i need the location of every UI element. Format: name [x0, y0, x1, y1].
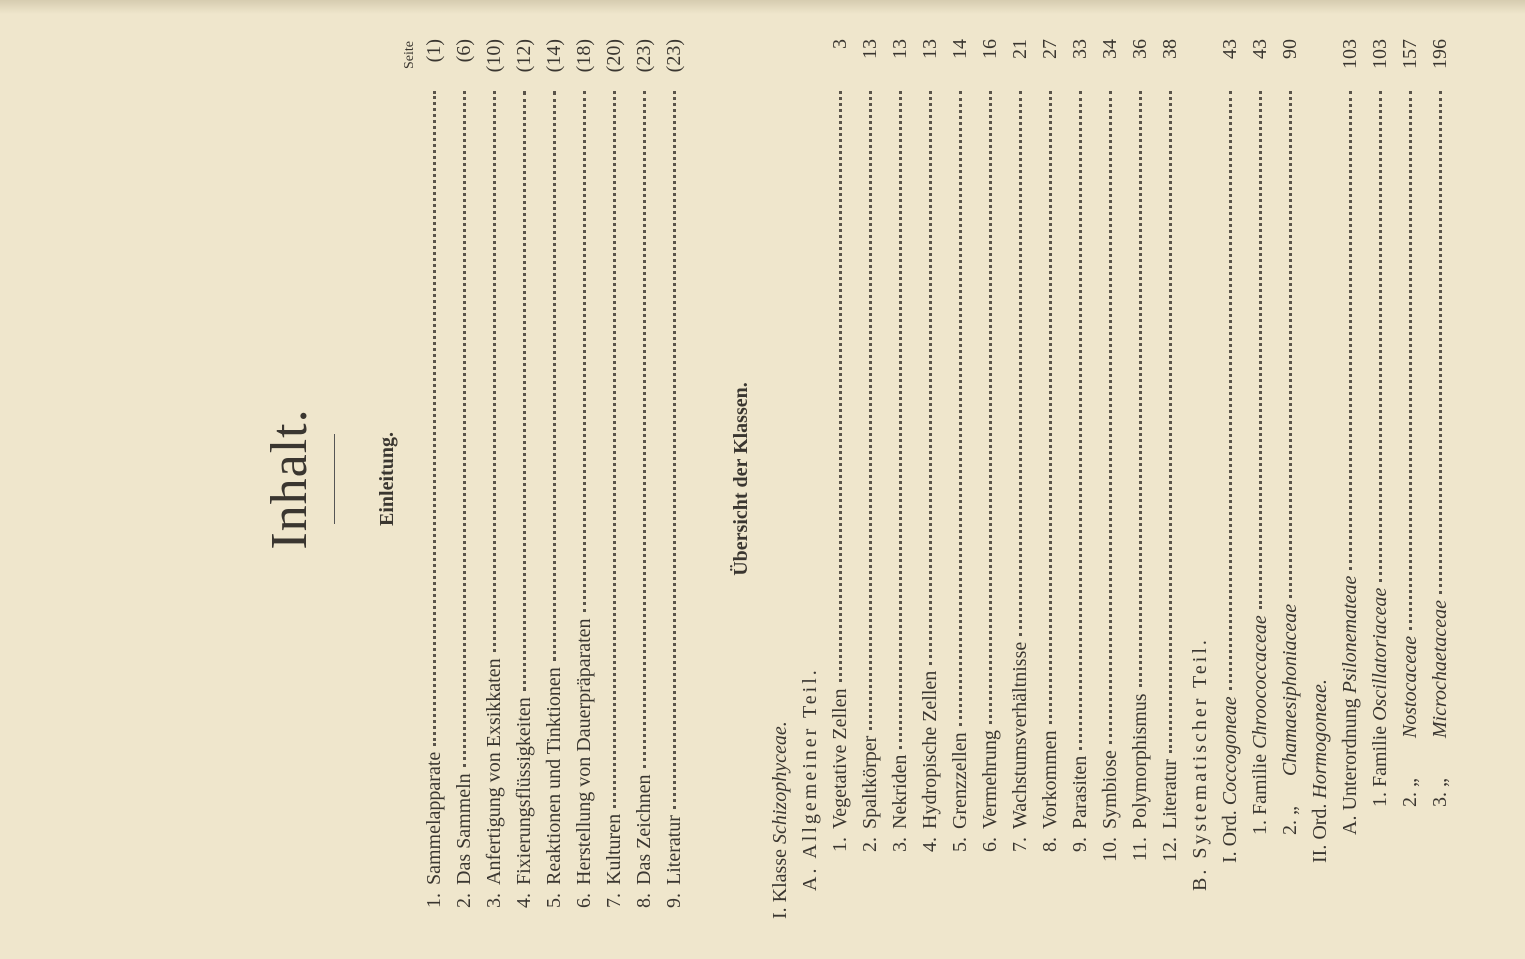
- entry-page: (1): [423, 39, 445, 63]
- leader-dots: [1395, 91, 1412, 630]
- leader-dots: [1245, 91, 1262, 609]
- leader-dots: [1065, 91, 1082, 750]
- entry-number: 3.: [889, 837, 911, 852]
- entry-prefix: II. Ord.: [1309, 803, 1331, 863]
- toc-entry: [1065, 39, 1095, 919]
- entry-number: 4.: [513, 893, 535, 908]
- entry-page: 3: [829, 39, 851, 49]
- entry-label: Symbiose: [1099, 750, 1121, 829]
- entry-page: 14: [949, 39, 971, 59]
- leader-dots: [825, 91, 842, 683]
- entry-label: [1395, 636, 1425, 807]
- entry-label: Grenzzellen: [949, 732, 971, 829]
- entry-page: 27: [1039, 39, 1061, 59]
- entry-page: (14): [543, 39, 565, 73]
- entry-prefix: I. Ord.: [1219, 810, 1241, 863]
- toc-entry: [449, 39, 479, 919]
- toc-content: [260, 39, 1455, 919]
- entry-prefix: 2. „: [1399, 778, 1421, 807]
- leader-dots: [509, 91, 526, 691]
- entry-label: Parasiten: [1069, 755, 1091, 829]
- leader-dots: [419, 91, 436, 746]
- entry-page: (23): [663, 39, 685, 73]
- leader-dots: [1215, 91, 1232, 690]
- toc-entry-ordnung: [1305, 39, 1335, 919]
- entry-number: 2.: [859, 837, 881, 852]
- entry-label: Vorkommen: [1039, 730, 1061, 829]
- toc-entry-familie: [1275, 39, 1305, 919]
- entry-label: Anfertigung von Exsikkaten: [483, 658, 505, 885]
- toc-entry: [659, 39, 689, 919]
- entry-number: 5.: [949, 837, 971, 852]
- entry-label: [1275, 604, 1305, 835]
- page-title: Inhalt.: [261, 408, 318, 550]
- entry-number: 8.: [633, 893, 655, 908]
- seite-label: Seite: [402, 41, 417, 69]
- toc-entry-familie: [1365, 39, 1395, 919]
- toc-entry: [1005, 39, 1035, 919]
- entry-number: 8.: [1039, 837, 1061, 852]
- toc-entry: [855, 39, 885, 919]
- entry-label: Vegetative Zellen: [829, 688, 851, 829]
- uebersicht-heading: Übersicht der Klassen.: [730, 382, 752, 576]
- entry-taxon: Chroococcaceae: [1249, 615, 1271, 749]
- entry-number: 12.: [1159, 837, 1181, 862]
- entry-page: 13: [889, 39, 911, 59]
- entry-page: 90: [1279, 39, 1301, 59]
- section-gap: [689, 39, 727, 919]
- leader-dots: [1275, 91, 1292, 598]
- title-rule: [334, 434, 335, 524]
- toc-entry: [1125, 39, 1155, 919]
- entry-page: (20): [603, 39, 625, 73]
- entry-page: 21: [1009, 39, 1031, 59]
- leader-dots: [1365, 91, 1382, 582]
- leader-dots: [569, 91, 586, 612]
- toc-entry: [599, 39, 629, 919]
- entry-page: 13: [859, 39, 881, 59]
- systematisch-heading: [1185, 39, 1215, 919]
- entry-number: 6.: [979, 837, 1001, 852]
- entry-page: (18): [573, 39, 595, 73]
- leader-dots: [1095, 91, 1112, 744]
- entry-taxon: Hormogoneae.: [1309, 679, 1331, 799]
- entry-page: 157: [1399, 39, 1421, 69]
- entry-taxon: Microchaetaceae: [1429, 600, 1451, 739]
- toc-entry: [1095, 39, 1125, 919]
- entry-taxon: Nostocaceae: [1399, 635, 1421, 739]
- entry-label: Wachstumsverhältnisse: [1009, 641, 1031, 829]
- toc-entry-ordnung: [1215, 39, 1245, 919]
- leader-dots: [915, 91, 932, 665]
- toc-entry-familie: [1425, 39, 1455, 919]
- entry-label: Herstellung von Dauerpräparaten: [573, 618, 595, 885]
- entry-number: 9.: [1069, 837, 1091, 852]
- entry-label: [1215, 696, 1245, 863]
- leader-dots: [539, 91, 556, 661]
- entry-page: 43: [1249, 39, 1271, 59]
- entry-page: (12): [513, 39, 535, 73]
- entry-label: Das Zeichnen: [633, 774, 655, 885]
- entry-number: 10.: [1099, 837, 1121, 862]
- toc-entry: [945, 39, 975, 919]
- toc-entry: [629, 39, 659, 919]
- toc-entry: [539, 39, 569, 919]
- toc-entry: [419, 39, 449, 919]
- leader-dots: [1335, 91, 1352, 570]
- entry-prefix: 1. Familie: [1369, 725, 1391, 807]
- entry-page: 16: [979, 39, 1001, 59]
- einleitung-heading: Einleitung.: [376, 432, 398, 526]
- toc-entry: [1035, 39, 1065, 919]
- entry-number: 3.: [483, 893, 505, 908]
- entry-page: 38: [1159, 39, 1181, 59]
- toc-entry: [975, 39, 1005, 919]
- entry-number: 11.: [1129, 837, 1151, 862]
- entry-number: 1.: [423, 893, 445, 908]
- entry-page: 13: [919, 39, 941, 59]
- toc-entry-familie: [1395, 39, 1425, 919]
- leader-dots: [1155, 91, 1172, 753]
- entry-taxon: Chamaesiphoniaceae: [1279, 603, 1301, 777]
- leader-dots: [855, 91, 872, 730]
- toc-entry: [1155, 39, 1185, 919]
- leader-dots: [1425, 91, 1442, 594]
- entry-page: (23): [633, 39, 655, 73]
- toc-entry: [825, 39, 855, 919]
- entry-prefix: 2. „: [1279, 806, 1301, 835]
- entry-page: 33: [1069, 39, 1091, 59]
- entry-label: Das Sammeln: [453, 773, 475, 885]
- entry-label: Spaltkörper: [859, 735, 881, 829]
- entry-number: 1.: [829, 837, 851, 852]
- entry-number: 7.: [1009, 837, 1031, 852]
- leader-dots: [599, 91, 616, 808]
- entry-prefix: 3. „: [1429, 778, 1451, 807]
- allgemein-heading: [795, 39, 825, 919]
- entry-page: 43: [1219, 39, 1241, 59]
- leader-dots: [885, 91, 902, 749]
- entry-number: 2.: [453, 893, 475, 908]
- entry-prefix: 1. Familie: [1249, 753, 1271, 835]
- entry-number: 5.: [543, 893, 565, 908]
- klasse-heading: [765, 39, 795, 919]
- entry-label: [1425, 600, 1455, 807]
- entry-label: Polymorphismus: [1129, 693, 1151, 829]
- leader-dots: [449, 91, 466, 767]
- klasse-prefix: I. Klasse: [769, 849, 791, 919]
- entry-number: 6.: [573, 893, 595, 908]
- toc-entry: [479, 39, 509, 919]
- leader-dots: [1035, 91, 1052, 724]
- entry-page: (10): [483, 39, 505, 73]
- entry-label: [1365, 588, 1395, 807]
- leader-dots: [975, 91, 992, 724]
- entry-label: Fixierungsflüssigkeiten: [513, 697, 535, 885]
- leader-dots: [479, 91, 496, 652]
- entry-page: 103: [1339, 39, 1361, 69]
- entry-page: 34: [1099, 39, 1121, 59]
- systematisch-label: B. Systematischer Teil.: [1189, 637, 1211, 891]
- entry-taxon: Psilonemateae: [1339, 575, 1361, 694]
- entry-label: [1245, 615, 1275, 835]
- leader-dots: [945, 91, 962, 726]
- entry-label: [1335, 576, 1365, 835]
- entry-page: 196: [1429, 39, 1451, 69]
- allgemein-label: A. Allgemeiner Teil.: [799, 667, 821, 891]
- toc-entry-familie: [1245, 39, 1275, 919]
- entry-page: 103: [1369, 39, 1391, 69]
- entry-label: Hydropische Zellen: [919, 670, 941, 829]
- entry-label: Literatur: [663, 815, 685, 885]
- toc-entry: [569, 39, 599, 919]
- entry-label: Vermehrung: [979, 730, 1001, 829]
- entry-label: Nekriden: [889, 754, 911, 829]
- leader-dots: [629, 91, 646, 768]
- entry-label: Sammelapparate: [423, 751, 445, 885]
- entry-page: (6): [453, 39, 475, 63]
- entry-label: Kulturen: [603, 813, 625, 885]
- entry-label: Reaktionen und Tinktionen: [543, 667, 565, 885]
- entry-number: 7.: [603, 893, 625, 908]
- leader-dots: [659, 91, 676, 809]
- toc-entry-unterordnung: [1335, 39, 1365, 919]
- toc-entry: [915, 39, 945, 919]
- entry-label: Literatur: [1159, 759, 1181, 829]
- leader-dots: [1005, 91, 1022, 636]
- entry-number: 9.: [663, 893, 685, 908]
- toc-entry: [885, 39, 915, 919]
- leader-dots: [1125, 91, 1142, 687]
- toc-entry: [509, 39, 539, 919]
- klasse-name: Schizophyceae.: [769, 721, 791, 845]
- entry-page: 36: [1129, 39, 1151, 59]
- entry-taxon: Oscillatoriaceae: [1369, 587, 1391, 721]
- entry-number: 4.: [919, 837, 941, 852]
- entry-prefix: A. Unterordnung: [1339, 698, 1361, 835]
- entry-taxon: Coccogoneae: [1219, 696, 1241, 806]
